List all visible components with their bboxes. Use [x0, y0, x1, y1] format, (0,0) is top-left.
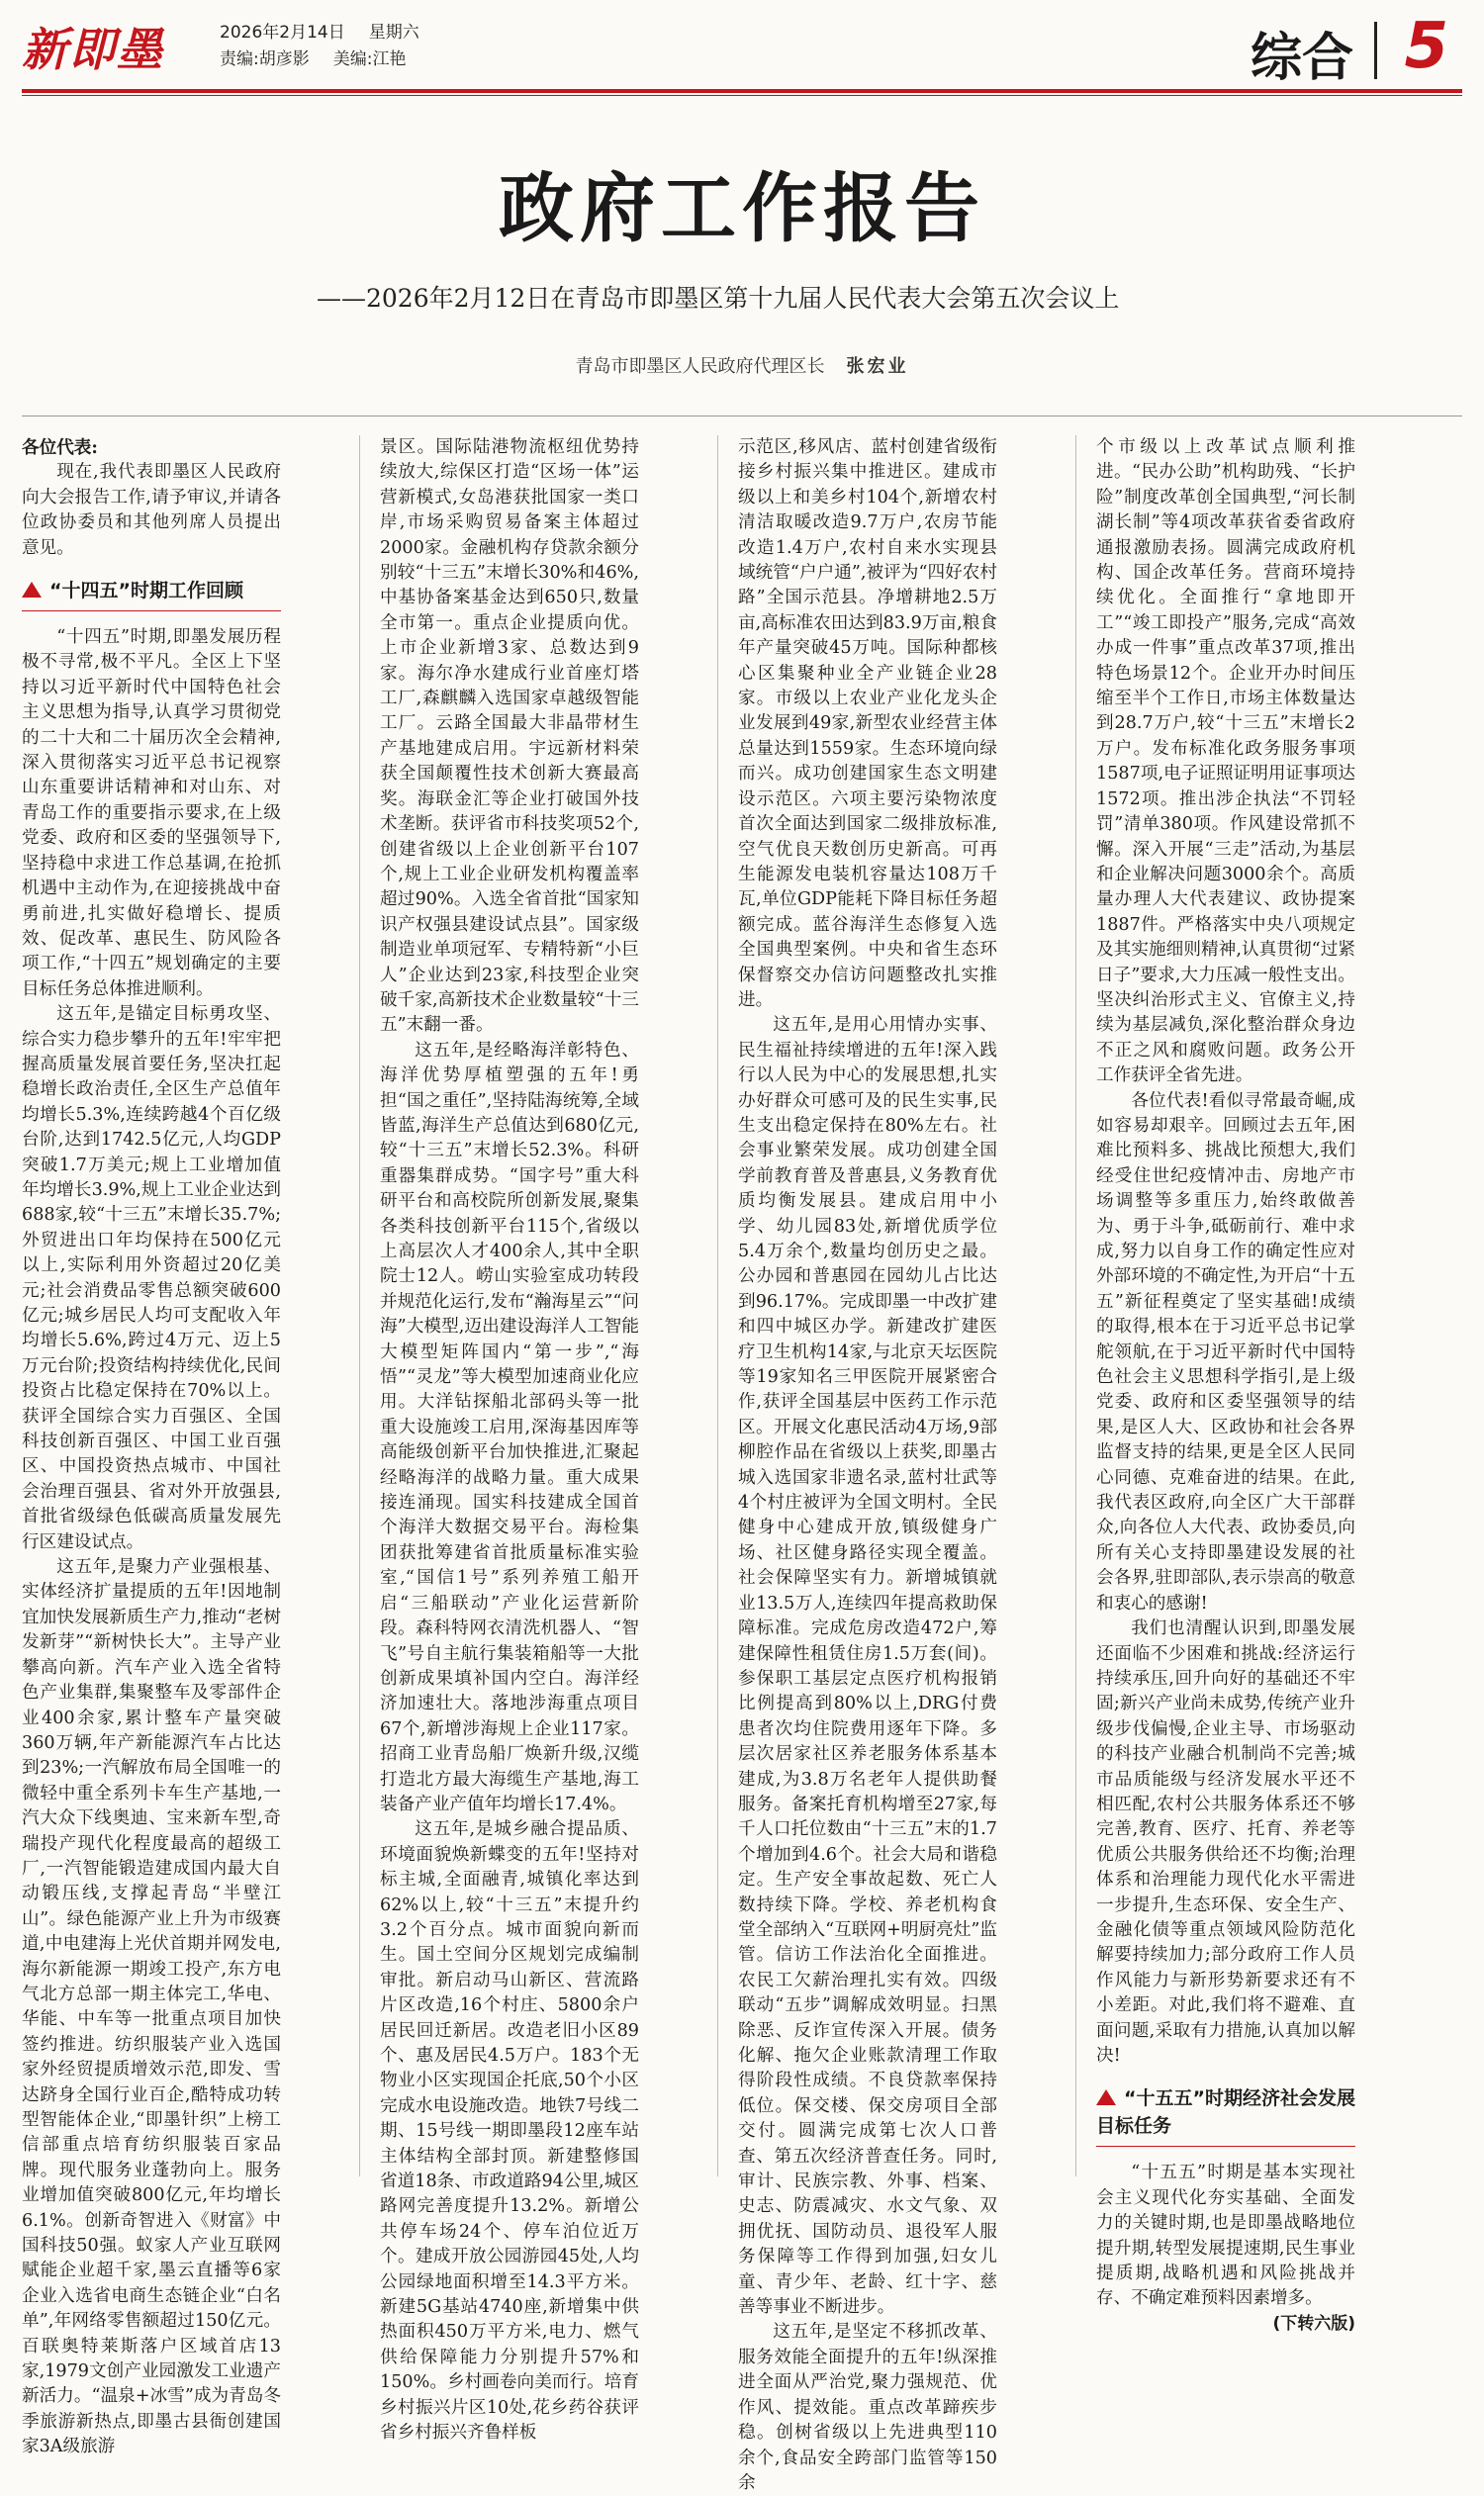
paragraph: 个市级以上改革试点顺利推进。“民办公助”机构助残、“长护险”制度改革创全国典型,“河长制湖长制”等4项改革获省委省政府通报激励表扬。圆满完成政府机构、国企改革任务。营商环境持续优化。全面推行“拿地即开工”“竣工即投产”服务,完成“高效办成一件事”重点改革37项,推出特色场景12个。企业开办时间压缩至半个工作日,市场主体数量达到28.7万户,较“十三五”末增长2万户。发布标准化政务服务事项1587项,电子证照证明用证事项达1572项。推出涉企执法“不罚轻罚”清单380项。作风建设常抓不懈。深入开展“三走”活动,为基层和企业解决问题3000余个。高质量办理人大代表建议、政协提案1887件。严格落实中央八项规定及其实施细则精神,认真贯彻“过紧日子”要求,大力压减一般性支出。坚决纠治形式主义、官僚主义,持续为基层减负,深化整治群众身边不正之风和腐败问题。政务公开工作获评全省先进。 [1096, 437, 1355, 1086]
issue-weekday: 星期六 [368, 23, 419, 43]
section-heading: “十五五”时期经济社会发展目标任务 [1096, 2084, 1355, 2147]
paragraph: 各位代表!看似寻常最奇崛,成如容易却艰辛。回顾过去五年,困难比预料多、挑战比预想大,我们经受住世纪疫情冲击、房地产市场调整等多重压力,始终敢做善为、勇于斗争,砥砺前行、难中求成,努力以自身工作的确定性应对外部环境的不确定性,为开启“十五五”新征程奠定了坚实基础!成绩的取得,根本在于习近平总书记掌舵领航,在于习近平新时代中国特色社会主义思想科学指引,是上级党委、政府和区委坚强领导的结果,是区人大、区政协和社会各界监督支持的结果,更是全区人民同心同德、克难奋进的结果。在此,我代表区政府,向全区广大干部群众,向各位人大代表、政协委员,向所有关心支持即墨建设发展的社会各界,驻即部队,表示崇高的敬意和衷心的感谢! [1096, 1090, 1355, 1614]
paragraph: 我们也清醒认识到,即墨发展还面临不少困难和挑战:经济运行持续承压,回升向好的基础还不牢固;新兴产业尚未成势,传统产业升级步伐偏慢,企业主导、市场驱动的科技产业融合机制尚不完善;城市品质能级与经济发展水平还不相匹配,农村公共服务体系还不够完善,教育、医疗、托育、养老等优质公共服务供给还不均衡;治理体系和治理能力现代化水平需进一步提升,生态环保、安全生产、金融化债等重点领域风险防范化解要持续加力;部分政府工作人员作风能力与新形势新要求还有不小差距。对此,我们将不避难、直面问题,采取有力措施,认真加以解决! [1096, 1618, 1355, 2066]
triangle-icon [22, 582, 42, 598]
paragraph: 这五年,是锚定目标勇攻坚、综合实力稳步攀升的五年!牢牢把握高质量发展首要任务,坚决扛起稳增长政治责任,全区生产总值年均增长5.3%,连续跨越4个百亿级台阶,达到1742.5亿元,人均GDP突破1.7万美元;规上工业增加值年均增长3.9%,规上工业企业达到688家,较“十三五”末增长35.7%;外贸进出口年均保持在500亿元以上,实际利用外资超过20亿美元;社会消费品零售总额突破600亿元;城乡居民人均可支配收入年均增长5.6%,跨过4万元、迈上5万元台阶;投资结构持续优化,民间投资占比稳定保持在70%以上。获评全国综合实力百强区、全国科技创新百强区、中国工业百强区、中国投资热点城市、中国社会治理百强县、省对外开放强县,首批省级绿色低碳高质量发展先行区建设试点。 [22, 1004, 281, 1552]
paragraph: 这五年,是聚力产业强根基、实体经济扩量提质的五年!因地制宜加快发展新质生产力,推动“老树发新芽”“新树快长大”。主导产业攀高向新。汽车产业入选全省特色产业集群,集聚整车及零部件企业400余家,累计整车产量突破360万辆,年产新能源汽车占比达到23%;一汽解放布局全国唯一的微轻中重全系列卡车生产基地,一汽大众下线奥迪、宝来新车型,奇瑞投产现代化程度最高的超级工厂,一汽智能锻造建成国内最大自动锻压线,支撑起青岛“半壁江山”。绿色能源产业上升为市级赛道,中电建海上光伏首期并网发电,海尔新能源一期竣工投产,东方电气北方总部一期主体完工,华电、华能、中车等一批重点项目加快签约推进。纺织服装产业入选国家外经贸提质增效示范,即发、雪达跻身全国行业百企,酷特成功转型智能体企业,“即墨针织”上榜工信部重点培育纺织服装百家品牌。现代服务业蓬勃向上。服务业增加值突破800亿元,年均增长6.1%。创新奇智进入《财富》中国科技50强。蚁家人产业互联网赋能企业超千家,墨云直播等6家企业入选省电商生态链企业“白名单”,年网络零售额超过150亿元。百联奥特莱斯落户区域首店13家,1979文创产业园激发工业遗产新活力。“温泉+冰雪”成为青岛冬季旅游新热点,即墨古县衙创建国家3A级旅游 [22, 1557, 281, 2457]
paragraph: 这五年,是坚定不移抓改革、服务效能全面提升的五年!纵深推进全面从严治党,聚力强规范、优作风、提效能。重点改革蹄疾步稳。创树省级以上先进典型110余个,食品安全跨部门监管等150余 [738, 2322, 997, 2493]
section-name: 综合 [1250, 29, 1353, 88]
continued-note[interactable]: (下转六版) [1272, 2313, 1355, 2334]
designer-credit: 美编:江艳 [332, 49, 407, 69]
article-title: 政府工作报告 [499, 164, 985, 252]
column-2 [380, 435, 639, 2444]
salutation: 各位代表: [22, 437, 98, 458]
triangle-icon [1096, 2089, 1116, 2105]
page-number: 5 [1404, 10, 1448, 83]
paragraph: “十四五”时期,即墨发展历程极不寻常,极不平凡。全区上下坚持以习近平新时代中国特色社会主义思想为指导,认真学习贯彻党的二十大和二十届历次全会精神,深入贯彻落实习近平总书记视察山东重要讲话精神和对山东、对青岛工作的重要指示要求,在上级党委、政府和区委的坚强领导下,坚持稳中求进工作总基调,在抢抓机遇中主动作为,在迎接挑战中奋勇前进,扎实做好稳增长、提质效、促改革、惠民生、防风险各项工作,“十四五”规划确定的主要目标任务总体推进顺利。 [22, 627, 281, 999]
paragraph: 景区。国际陆港物流枢纽优势持续放大,综保区打造“区场一体”运营新模式,女岛港获批国家一类口岸,市场采购贸易备案主体超过2000家。金融机构存贷款余额分别较“十三五”末增长30%和46%,中基协备案基金达到650只,数量全市第一。重点企业提质向优。上市企业新增3家、总数达到9家。海尔净水建成行业首座灯塔工厂,森麒麟入选国家卓越级智能工厂。云路全国最大非晶带材生产基地建成启用。宇远新材料荣获全国颠覆性技术创新大赛最高奖。海联金汇等企业打破国外技术垄断。获评省市科技奖项52个,创建省级以上企业创新平台107个,规上工业企业研发机构覆盖率超过90%。入选全省首批“国家知识产权强县建设试点县”。国家级制造业单项冠军、专精特新“小巨人”企业达到23家,科技型企业突破千家,高新技术企业数量较“十三五”末翻一番。 [380, 437, 639, 1036]
issue-meta [220, 20, 443, 73]
column-divider [359, 435, 360, 2176]
header-rule [22, 89, 1462, 93]
column-1 [22, 435, 281, 2457]
byline-name: 张宏业 [846, 356, 909, 377]
column-3 [738, 435, 997, 2493]
section-heading: “十四五”时期工作回顾 [22, 577, 281, 611]
masthead-divider [1374, 22, 1377, 79]
issue-date: 2026年2月14日 [220, 23, 345, 43]
column-4 [1096, 435, 1355, 2334]
editor-credit: 责编:胡彦影 [220, 49, 310, 69]
article-byline [0, 352, 1484, 378]
paragraph: “十五五”时期是基本实现社会主义现代化夯实基础、全面发力的关键时期,也是即墨战略地位提升期,转型发展提速期,民生事业提质期,战略机遇和风险挑战并存、不确定难预料因素增多。 [1096, 2163, 1355, 2309]
column-divider [717, 435, 718, 2176]
paragraph: 这五年,是城乡融合提品质、环境面貌焕新蝶变的五年!坚持对标主城,全面融青,城镇化率达到62%以上,较“十三五”末提升约3.2个百分点。城市面貌向新而生。国土空间分区规划完成编制审批。新启动马山新区、营流路片区改造,16个村庄、5800余户居民回迁新居。改造老旧小区89个、惠及居民4.5万户。183个无物业小区实现国企托底,50个小区完成水电设施改造。地铁7号线二期、15号线一期即墨段12座车站主体结构全部封顶。新建整修国省道18条、市政道路94公里,城区路网完善度提升13.2%。新增公共停车场24个、停车泊位近万个。建成开放公园游园45处,人均公园绿地面积增至14.3平方米。新建5G基站4740座,新增集中供热面积450万平方米,电力、燃气供给保障能力分别提升57%和150%。乡村画卷向美而行。培育乡村振兴片区10处,花乡药谷获评省乡村振兴齐鲁样板 [380, 1819, 639, 2444]
article-subtitle: ——2026年2月12日在青岛市即墨区第十九届人民代表大会第五次会议上 [317, 284, 1120, 313]
paragraph: 这五年,是经略海洋彰特色、海洋优势厚植塑强的五年!勇担“国之重任”,坚持陆海统筹,全域皆蓝,海洋生产总值达到680亿元,较“十三五”末增长52.3%。科研重器集群成势。“国字号”重大科研平台和高校院所创新发展,聚集各类科技创新平台115个,省级以上高层次人才400余人,其中全职院士12人。崂山实验室成功转段并规范化运行,发布“瀚海星云”“问海”大模型,迈出建设海洋人工智能大模型矩阵国内“第一步”,“海悟”“灵龙”等大模型加速商业化应用。大洋钻探船北部码头等一批重大设施竣工启用,深海基因库等高能级创新平台加快推进,汇聚起经略海洋的战略力量。重大成果接连涌现。国实科技建成全国首个海洋大数据交易平台。海检集团获批筹建省首批质量标准实验室,“国信1号”系列养殖工船开启“三船联动”产业化运营新阶段。森科特网衣清洗机器人、“智飞”号自主航行集装箱船等一大批创新成果填补国内空白。海洋经济加速壮大。落地涉海重点项目67个,新增涉海规上企业117家。招商工业青岛船厂焕新升级,汉缆打造北方最大海缆生产基地,海工装备产业产值年均增长17.4%。 [380, 1040, 639, 1814]
header-rule-thin [22, 95, 1462, 96]
masthead [22, 10, 1462, 87]
paragraph: 示范区,移风店、蓝村创建省级衔接乡村振兴集中推进区。建成市级以上和美乡村104个,新增农村清洁取暖改造9.7万户,农房节能改造1.4万户,农村自来水实现县域统管“户户通”,被评为“四好农村路”全国示范县。净增耕地2.5万亩,高标准农田达到83.9万亩,粮食年产量突破45万吨。国际种都核心区集聚种业全产业链企业28家。市级以上农业产业化龙头企业发展到49家,新型农业经营主体总量达到1559家。生态环境向绿而兴。成功创建国家生态文明建设示范区。六项主要污染物浓度首次全面达到国家二级排放标准,空气优良天数创历史新高。可再生能源发电装机容量达108万千瓦,单位GDP能耗下降目标任务超额完成。蓝谷海洋生态修复入选全国典型案例。中央和省生态环保督察交办信访问题整改扎实推进。 [738, 437, 997, 1010]
paragraph: 现在,我代表即墨区人民政府向大会报告工作,请予审议,并请各位政协委员和其他列席人员提出意见。 [22, 462, 281, 558]
byline-role: 青岛市即墨区人民政府代理区长 [575, 356, 825, 377]
column-divider [1075, 435, 1076, 2176]
paragraph: 这五年,是用心用情办实事、民生福祉持续增进的五年!深入践行以人民为中心的发展思想,扎实办好群众可感可及的民生实事,民生支出稳定保持在80%左右。社会事业繁荣发展。成功创建全国学前教育普及普惠县,义务教育优质均衡发展县。建成启用中小学、幼儿园83处,新增优质学位5.4万余个,数量均创历史之最。公办园和普惠园在园幼儿占比达到96.17%。完成即墨一中改扩建和四中城区办学。新建改扩建医疗卫生机构14家,与北京天坛医院等19家知名三甲医院开展紧密合作,获评全国基层中医药工作示范区。开展文化惠民活动4万场,9部柳腔作品在省级以上获奖,即墨古城入选国家非遗名录,蓝村壮武等4个村庄被评为全国文明村。全民健身中心建成开放,镇级健身广场、社区健身路径实现全覆盖。社会保障坚实有力。新增城镇就业13.5万人,连续四年提高救助保障标准。完成危房改造472户,筹建保障性租赁住房1.5万套(间)。参保职工基层定点医疗机构报销比例提高到80%以上,DRG付费患者次均住院费用逐年下降。多层次居家社区养老服务体系基本建成,为3.8万名老年人提供助餐服务。备案托育机构增至27家,每千人口托位数由“十三五”末的1.7个增加到4.6个。社会大局和谐稳定。生产安全事故起数、死亡人数持续下降。学校、养老机构食堂全部纳入“互联网+明厨亮灶”监管。信访工作法治化全面推进。农民工欠薪治理扎实有效。四级联动“五步”调解成效明显。扫黑除恶、反诈宣传深入开展。债务化解、拖欠企业账款清理工作取得阶段性成绩。不良贷款率保持低位。保交楼、保交房项目全部交付。圆满完成第七次人口普查、第五次经济普查任务。同时,审计、民族宗教、外事、档案、史志、防震减灾、水文气象、双拥优抚、国防动员、退役军人服务保障等工作得到加强,妇女儿童、青少年、老龄、红十字、慈善等事业不断进步。 [738, 1015, 997, 2318]
newspaper-logo: 新即墨 [22, 23, 164, 76]
